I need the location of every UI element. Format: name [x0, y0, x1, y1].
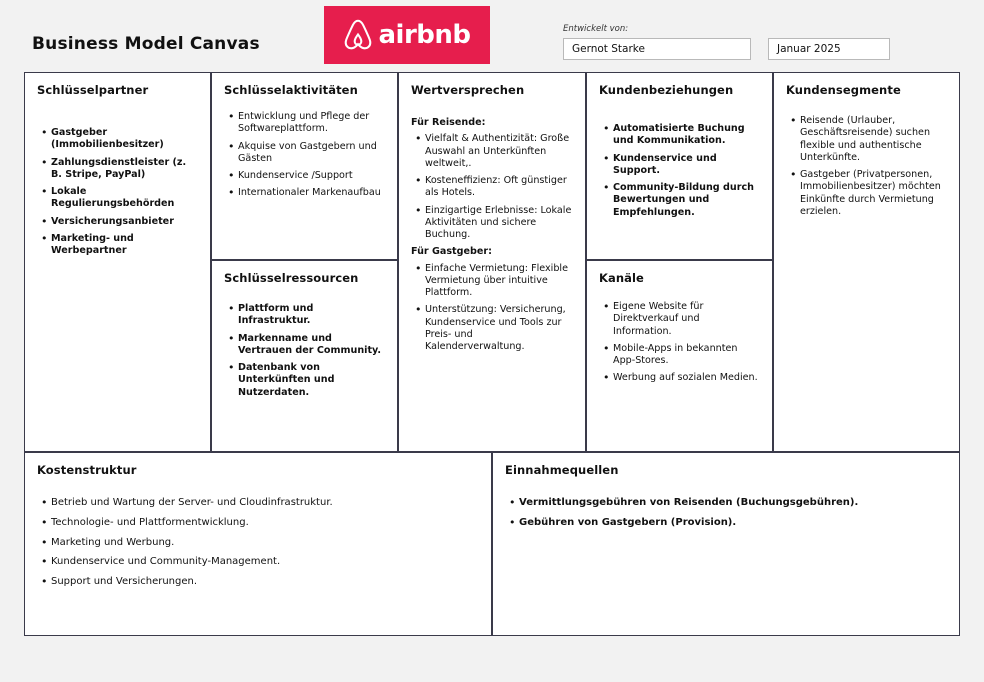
list-item — [238, 303, 385, 328]
block-title-key-activities: Schlüsselaktivitäten — [224, 83, 358, 97]
logo-text: airbnb — [378, 20, 471, 50]
list-revenue-streams — [505, 497, 947, 530]
item-emphasis: Community-Bildung durch Bewertungen und Empfehlungen. — [613, 182, 754, 218]
list-item — [519, 497, 947, 510]
list-customer-relationships — [599, 123, 760, 219]
list-item: • Einfache Vermietung: Flexible Vermietung über intuitive Plattform. — [425, 263, 573, 300]
logo-inner — [343, 19, 470, 51]
block-body-key-partners — [37, 103, 198, 257]
list-value-travelers — [411, 133, 573, 241]
block-channels[interactable] — [586, 260, 773, 452]
list-item: • Marketing und Werbung. — [51, 537, 479, 550]
item-emphasis: Marketing- und Werbepartner — [51, 232, 134, 257]
page-header — [0, 0, 984, 72]
block-title-customer-relationships: Kundenbeziehungen — [599, 83, 734, 97]
list-item — [51, 127, 198, 152]
list-item: • Mobile-Apps in bekannten App-Stores. — [613, 343, 760, 368]
block-body-cost-structure — [37, 483, 479, 589]
item-emphasis: Automatisierte Buchung und Kommunikation. — [613, 123, 745, 147]
block-key-partners[interactable] — [24, 72, 211, 452]
block-revenue-streams[interactable] — [492, 452, 960, 636]
list-customer-segments — [786, 115, 947, 218]
list-item: • Betrieb und Wartung der Server- und Cloudinfrastruktur. — [51, 497, 479, 510]
list-item: • Support und Versicherungen. — [51, 576, 479, 589]
list-channels — [599, 301, 760, 385]
list-item — [51, 233, 198, 258]
list-key-partners — [37, 127, 198, 257]
subheading-hosts: Für Gastgeber: — [411, 246, 492, 258]
block-customer-relationships[interactable] — [586, 72, 773, 260]
list-key-activities — [224, 111, 385, 200]
block-title-key-partners: Schlüsselpartner — [37, 83, 149, 97]
subheading-travelers: Für Reisende: — [411, 117, 486, 128]
list-item — [613, 182, 760, 219]
block-body-customer-relationships — [599, 103, 760, 219]
block-body-key-resources — [224, 291, 385, 399]
item-emphasis: Versicherungsanbieter — [51, 215, 174, 227]
author-field[interactable]: Gernot Starke — [563, 38, 751, 60]
list-item — [519, 517, 947, 530]
list-item: • Reisende (Urlauber, Geschäftsreisende) suchen flexible und authentische Unterkünfte. — [800, 115, 947, 164]
item-emphasis: Zahlungsdienstleister (z. B. Stripe, PayPal) — [51, 156, 187, 180]
block-body-customer-segments — [786, 103, 947, 218]
airbnb-belo-icon — [343, 19, 373, 51]
airbnb-logo — [324, 6, 490, 64]
list-item: • Internationaler Markenaufbau — [238, 187, 385, 199]
developed-by-label: Entwickelt von: — [563, 24, 629, 34]
list-item — [51, 216, 198, 228]
list-item — [51, 157, 198, 182]
list-item: • Kundenservice und Community-Management. — [51, 556, 479, 569]
item-emphasis: Gastgeber (Immobilienbesitzer) — [51, 127, 164, 151]
item-emphasis: Plattform und Infrastruktur. — [238, 303, 314, 327]
list-item — [51, 186, 198, 211]
list-item: • Eigene Website für Direktverkauf und Information. — [613, 301, 760, 338]
list-item: • Entwicklung und Pflege der Softwareplattform. — [238, 111, 385, 136]
list-item — [238, 333, 385, 358]
item-emphasis: Kundenservice und Support. — [613, 152, 717, 176]
block-value-proposition[interactable] — [398, 72, 586, 452]
list-cost-structure — [37, 497, 479, 589]
block-body-value-proposition — [411, 103, 573, 354]
date-field[interactable]: Januar 2025 — [768, 38, 890, 60]
list-item: • Einzigartige Erlebnisse: Lokale Aktivitäten und sichere Buchung. — [425, 205, 573, 242]
list-value-hosts — [411, 263, 573, 354]
block-cost-structure[interactable] — [24, 452, 492, 636]
block-customer-segments[interactable] — [773, 72, 960, 452]
block-title-cost-structure: Kostenstruktur — [37, 463, 137, 477]
list-item: • Unterstützung: Versicherung, Kundenservice und Tools zur Preis- und Kalenderverwaltung. — [425, 304, 573, 353]
block-title-customer-segments: Kundensegmente — [786, 83, 901, 97]
block-title-channels: Kanäle — [599, 271, 644, 285]
item-emphasis: Markenname und Vertrauen der Community. — [238, 332, 382, 356]
item-emphasis: Lokale Regulierungsbehörden — [51, 186, 175, 210]
block-key-resources[interactable] — [211, 260, 398, 452]
item-emphasis: Gebühren von Gastgebern (Provision). — [519, 516, 737, 528]
block-body-channels — [599, 291, 760, 385]
list-item — [238, 362, 385, 399]
block-title-value-proposition: Wertversprechen — [411, 83, 525, 97]
block-key-activities[interactable] — [211, 72, 398, 260]
list-item: • Technologie- und Plattformentwicklung. — [51, 517, 479, 530]
list-item: • Kundenservice /Support — [238, 170, 385, 182]
list-item: • Gastgeber (Privatpersonen, Immobilienbesitzer) möchten Einkünfte durch Vermietung erzielen. — [800, 169, 947, 218]
list-item: • Vielfalt & Authentizität: Große Auswahl an Unterkünften weltweit,. — [425, 133, 573, 170]
item-emphasis: Vermittlungsgebühren von Reisenden (Buchungsgebühren). — [519, 497, 859, 508]
item-emphasis: Datenbank von Unterkünften und Nutzerdaten. — [238, 362, 335, 398]
list-key-resources — [224, 303, 385, 399]
list-item — [613, 153, 760, 178]
list-item — [613, 123, 760, 148]
block-title-key-resources: Schlüsselressourcen — [224, 271, 359, 285]
list-item: • Akquise von Gastgebern und Gästen — [238, 141, 385, 166]
canvas-grid — [24, 72, 960, 636]
block-title-revenue-streams: Einnahmequellen — [505, 463, 619, 477]
list-item: • Kosteneffizienz: Oft günstiger als Hotels. — [425, 175, 573, 200]
block-body-revenue-streams — [505, 483, 947, 530]
block-body-key-activities — [224, 103, 385, 200]
page-title: Business Model Canvas — [32, 34, 260, 54]
list-item: • Werbung auf sozialen Medien. — [613, 372, 760, 384]
